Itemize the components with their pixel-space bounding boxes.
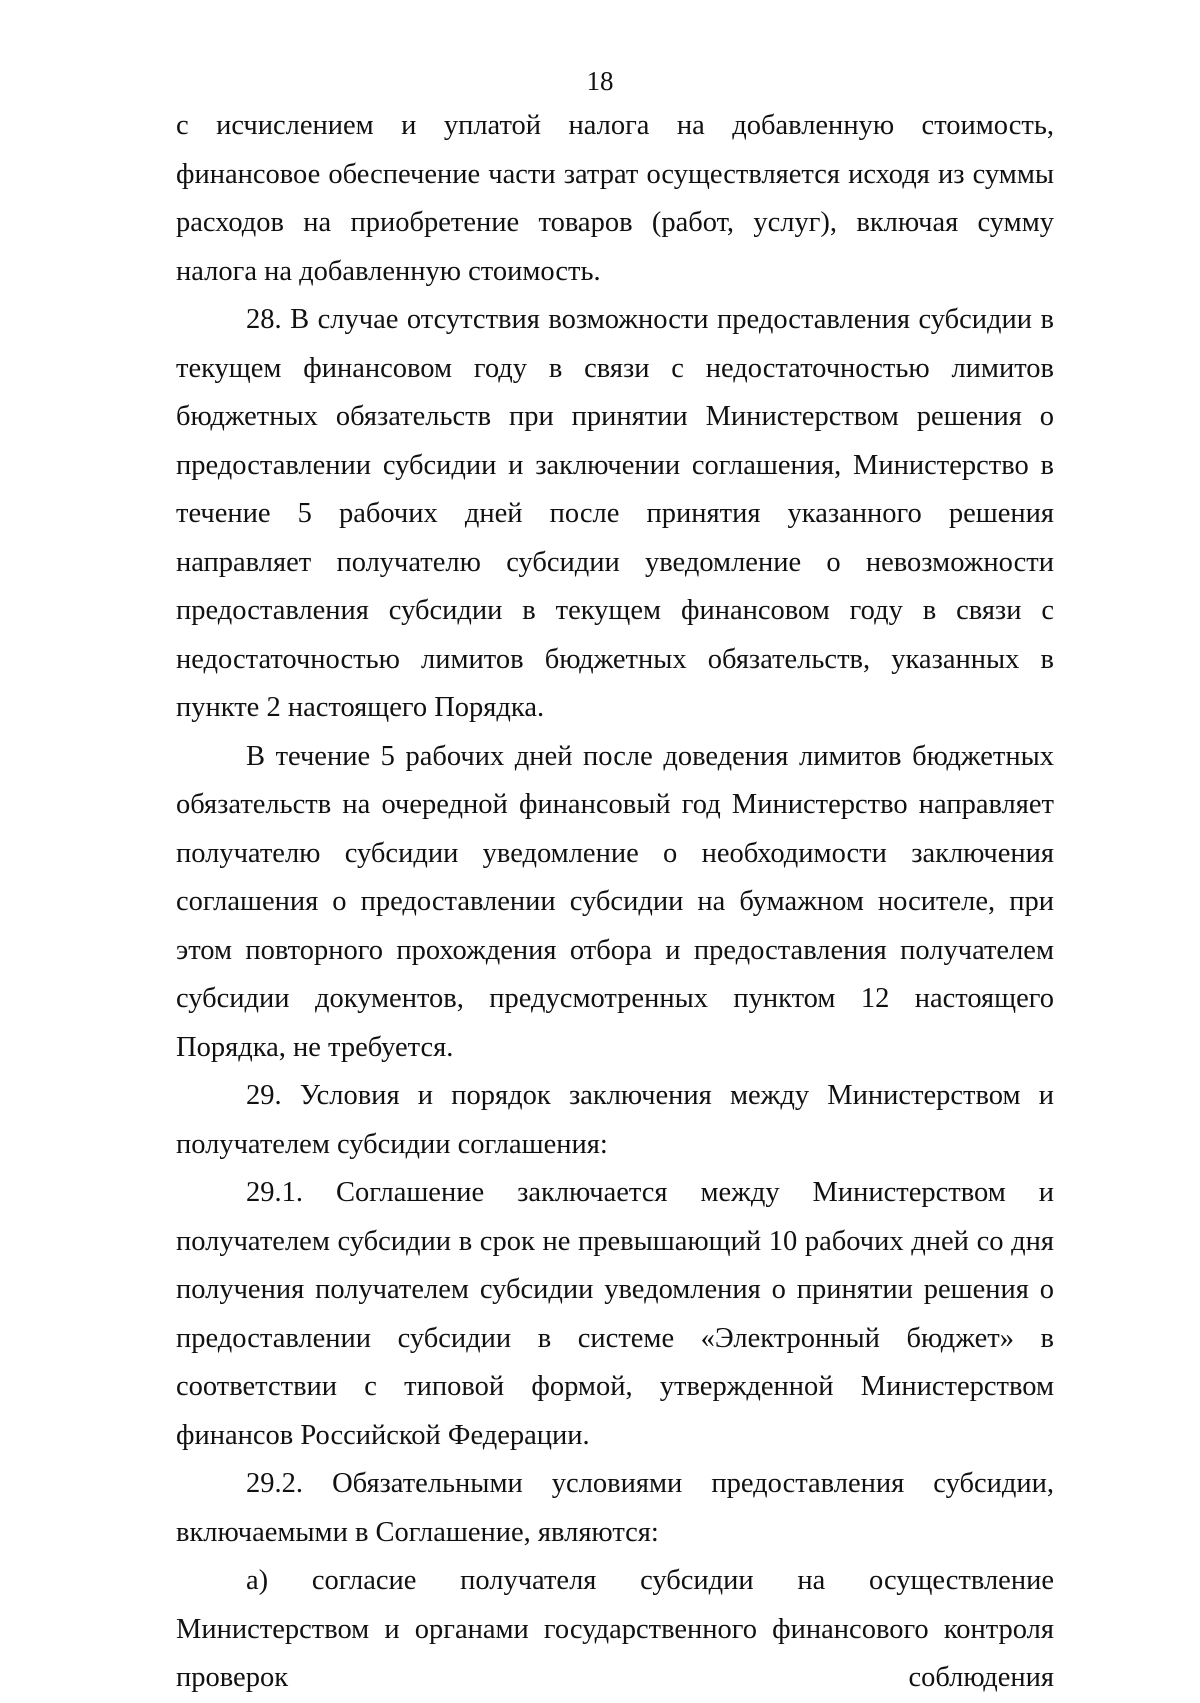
document-body (176, 102, 1054, 1703)
paragraph-29-2-a: а) согласие получателя субсидии на осуществление Министерством и органами государственного финансового контроля проверок соблюдения (176, 1565, 1054, 1693)
paragraph-29-1: 29.1. Соглашение заключается между Министерством и получателем субсидии в срок не превышающий 10 рабочих дней со дня получения получателем субсидии уведомления о принятии решения о предоставлении субсидии в системе «Электронный бюджет» в соответствии с типовой формой, утвержденной Министерством финансов Российской Федерации. (176, 1177, 1054, 1451)
paragraph-29: 29. Условия и порядок заключения между Министерством и получателем субсидии соглашения: (176, 1080, 1054, 1160)
paragraph-28-limits: В течение 5 рабочих дней после доведения лимитов бюджетных обязательств на очередной финансовый год Министерство направляет получателю субсидии уведомление о необходимости заключения соглашения о предоставлении субсидии на бумажном носителе, при этом повторного прохождения отбора и предоставления получателем субсидии документов, предусмотренных пунктом 12 настоящего Порядка, не требуется. (176, 740, 1054, 1063)
paragraph-28: 28. В случае отсутствия возможности предоставления субсидии в текущем финансовом году в связи с недостаточностью лимитов бюджетных обязательств при принятии Министерством решения о предоставлении субсидии и заключении соглашения, Министерство в течение 5 рабочих дней после принятия указанного решения направляет получателю субсидии уведомление о невозможности предоставления субсидии в текущем финансовом году в связи с недостаточностью лимитов бюджетных обязательств, указанных в пункте 2 настоящего Порядка. (176, 304, 1054, 723)
page-number: 18 (586, 66, 614, 96)
paragraph-vat-financing: с исчислением и уплатой налога на добавленную стоимость, финансовое обеспечение части затрат осуществляется исходя из суммы расходов на приобретение товаров (работ, услуг), включая сумму налога на добавленную стоимость. (176, 110, 1054, 287)
paragraph-29-2: 29.2. Обязательными условиями предоставления субсидии, включаемыми в Соглашение, являются: (176, 1468, 1054, 1548)
